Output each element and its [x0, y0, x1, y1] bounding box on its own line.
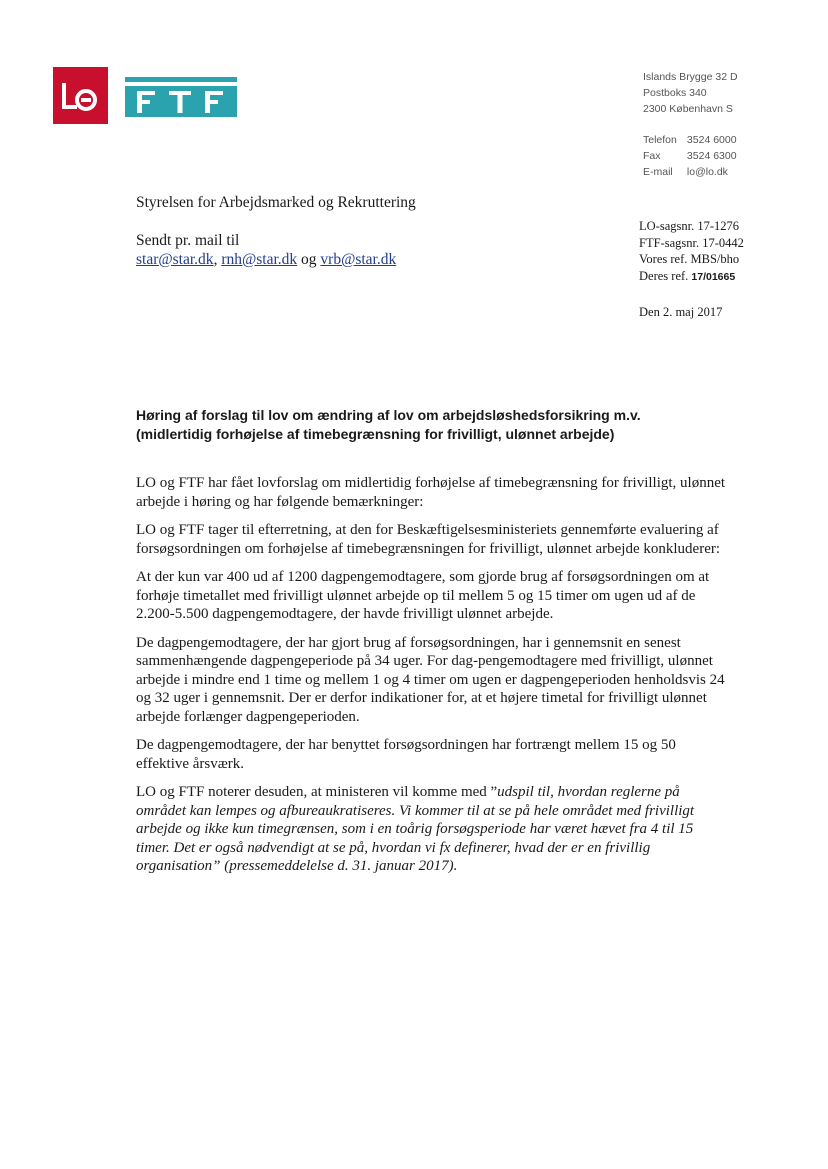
sent-by-mail: [136, 231, 396, 269]
fax-label: Fax: [643, 150, 661, 162]
address-pobox: Postboks 340: [643, 87, 707, 99]
address-city: 2300 København S: [643, 103, 733, 115]
address-street: Islands Brygge 32 D: [643, 71, 738, 83]
lo-logo-mark: [53, 67, 108, 124]
recipient-name: Styrelsen for Arbejdsmarked og Rekruttering: [136, 194, 416, 211]
subject-line-2: (midlertidig forhøjelse af timebegrænsning for frivilligt, ulønnet arbejde): [136, 426, 615, 442]
letter-date: Den 2. maj 2017: [639, 305, 723, 319]
quote-source: ” (pressemeddelelse d. 31. januar 2017).: [212, 858, 458, 874]
phone-row: [643, 132, 738, 148]
email-link-vrb[interactable]: vrb@star.dk: [320, 251, 397, 268]
letter-body: [136, 474, 726, 886]
phone-value: 3524 6000: [686, 134, 737, 146]
body-paragraph-4: De dagpengemodtagere, der har gjort brug af forsøgsordningen, har i gennemsnit en senest sammenhængende dagpengeperiode på 34 uger. For dag-pengemodtagere med frivilligt, ulønnet arbejde i mindre end 1 time og mellem 1 og 4 timer om ugen er dagpengeperioden henholdsvis 24 og 32 uger i gennemsnit. Der er derfor indikationer for, at et højere timetal for frivilligt ulønnet arbejde forlænger dagpengeperioden.: [136, 634, 725, 725]
lo-logo: [53, 67, 108, 124]
ftf-logo-mark: [125, 77, 237, 117]
body-paragraph-2: LO og FTF tager til efterretning, at den for Beskæftigelsesministeriets gennemførte evaluering af forsøgsordningen om forhøjelse af timebegrænsningen for frivilligt, ulønnet arbejde konkluderer:: [136, 522, 721, 557]
email-link-rnh[interactable]: rnh@star.dk: [221, 251, 298, 268]
phone-label: Telefon: [643, 134, 677, 146]
references: [639, 218, 744, 285]
body-paragraph-6: [136, 783, 726, 876]
their-reference: [639, 268, 744, 286]
paragraph-6-intro: LO og FTF noterer desuden, at ministeren vil komme med ”: [136, 784, 498, 800]
lo-case-number: LO-sagsnr. 17-1276: [639, 219, 739, 233]
body-paragraph-5: De dagpengemodtagere, der har benyttet forsøgsordningen har fortrængt mellem 15 og 50 effektive årsværk.: [136, 737, 676, 772]
email-row: [643, 164, 738, 180]
sent-emails: [136, 250, 396, 269]
their-reference-value: 17/01665: [691, 270, 736, 283]
sender-address: [643, 69, 738, 180]
their-reference-label: Deres ref.: [639, 268, 689, 283]
email-separator: og: [297, 251, 321, 268]
ftf-logo: [125, 77, 237, 117]
sent-label: Sendt pr. mail til: [136, 232, 240, 249]
email-value: lo@lo.dk: [686, 166, 728, 178]
email-separator: ,: [213, 251, 222, 268]
our-reference: Vores ref. MBS/bho: [639, 252, 740, 266]
body-paragraph-3: At der kun var 400 ud af 1200 dagpengemodtagere, som gjorde brug af forsøgsordningen om at forhøje timetallet med frivilligt ulønnet arbejde op til mellem 5 og 15 timer om ugen ud af de 2.200-5.500 dagpengemodtagere, der havde frivilligt ulønnet arbejde.: [136, 569, 710, 622]
fax-value: 3524 6300: [686, 150, 737, 162]
minister-quote: udspil til, hvordan reglerne på området kan lempes og afbureaukratiseres. Vi kommer til at se på hele området med frivilligt arbejde og ikke kun timegrænsen, som i en toårig forsøgsperiode har været hævet fra 4 til 15 timer. Det er også nødvendigt at se på, hvordan vi fx definerer, hvad der er en frivillig organisation: [136, 784, 695, 874]
email-label: E-mail: [643, 166, 673, 178]
letter-subject: [136, 406, 736, 444]
fax-row: [643, 148, 738, 164]
subject-line-1: Høring af forslag til lov om ændring af lov om arbejdsløshedsforsikring m.v.: [136, 407, 641, 423]
ftf-case-number: FTF-sagsnr. 17-0442: [639, 235, 744, 250]
email-link-star[interactable]: star@star.dk: [136, 251, 214, 268]
body-paragraph-1: LO og FTF har fået lovforslag om midlertidig forhøjelse af timebegrænsning for frivilligt, ulønnet arbejde i høring og har følgende bemærkninger:: [136, 475, 726, 510]
